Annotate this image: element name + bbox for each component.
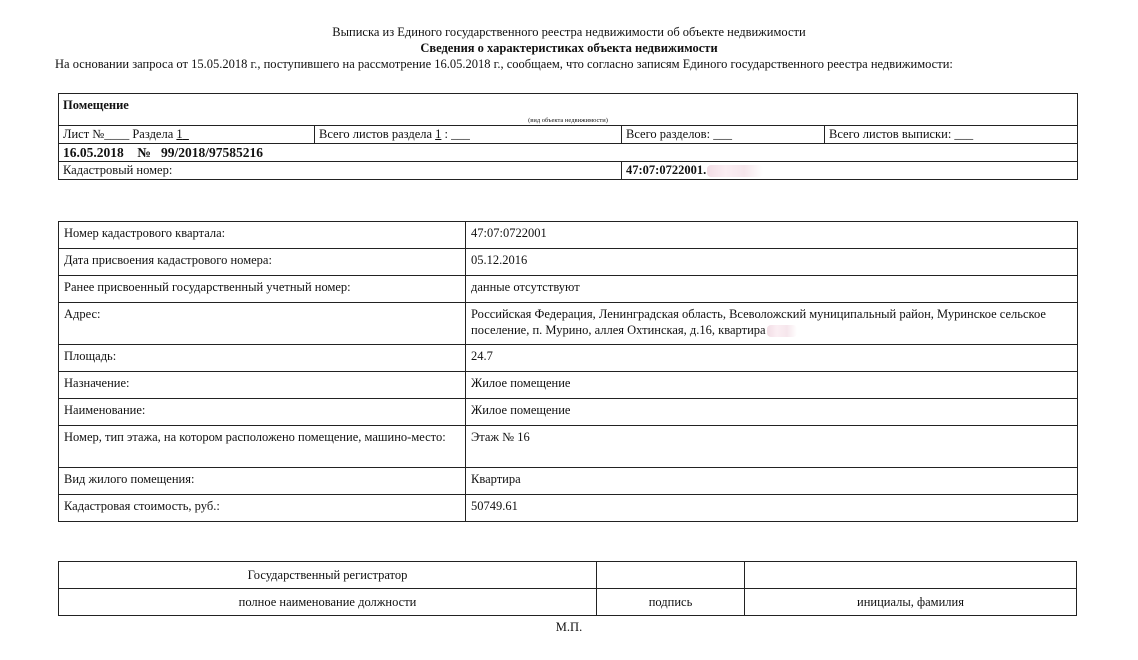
cadastral-number-value: 47:07:0722001. [626,163,707,177]
signature-blank [597,562,745,589]
extract-number: 99/2018/97585216 [160,145,263,160]
name-blank [745,562,1077,589]
row-value: Квартира [466,468,1078,495]
row-label: Номер, тип этажа, на котором расположено помещение, машино-место: [59,426,466,468]
table-row [59,426,1078,468]
table-row [59,222,1078,249]
sections-total-label: Всего разделов: [626,127,711,141]
table-row [59,345,1078,372]
extract-date-number [59,144,1078,162]
extract-date: 16.05.2018 [63,145,124,160]
row-value: 50749.61 [466,495,1078,522]
registrar-position: Государственный регистратор [59,562,597,589]
row-label: Номер кадастрового квартала: [59,222,466,249]
section-value: 1 [176,127,183,141]
table-row [59,399,1078,426]
row-label: Наименование: [59,399,466,426]
signature-caption: подпись [597,589,745,616]
document-title: Выписка из Единого государственного реестра недвижимости об объекте недвижимости [332,25,806,39]
table-row [59,249,1078,276]
characteristics-table [58,221,1078,522]
cadastral-number-value-cell [622,162,1078,180]
table-row [59,495,1078,522]
extract-sheets-label: Всего листов выписки: [829,127,952,141]
row-label: Адрес: [59,303,466,345]
row-label: Дата присвоения кадастрового номера: [59,249,466,276]
section-label: Раздела [132,127,174,141]
name-caption: инициалы, фамилия [745,589,1077,616]
cadastral-number-label: Кадастровый номер: [59,162,622,180]
sheet-number-cell: Лист №____ Раздела 1 [59,126,315,144]
redacted-mark [707,165,763,177]
row-value: Жилое помещение [466,399,1078,426]
section-sheets-label: Всего листов раздела [319,127,433,141]
position-caption: полное наименование должности [59,589,597,616]
row-label: Вид жилого помещения: [59,468,466,495]
signature-table [58,561,1077,616]
table-row [59,372,1078,399]
row-value: Российская Федерация, Ленинградская область, Всеволожский муниципальный район, Муринское сельское поселение, п. Мурино, аллея Охтинская, д.16, квартира [471,307,1046,337]
redacted-mark [767,325,797,337]
number-sign: № [137,145,151,160]
extract-sheets-cell: Всего листов выписки: ___ [825,126,1078,144]
row-value: данные отсутствуют [466,276,1078,303]
table-row [59,276,1078,303]
row-value-cell [466,303,1078,345]
row-label: Площадь: [59,345,466,372]
row-label: Кадастровая стоимость, руб.: [59,495,466,522]
document-subtitle: Сведения о характеристиках объекта недвижимости [420,41,718,55]
table-row [59,468,1078,495]
row-label: Назначение: [59,372,466,399]
table-row [59,303,1078,345]
row-value: 05.12.2016 [466,249,1078,276]
row-value: 47:07:0722001 [466,222,1078,249]
request-statement: На основании запроса от 15.05.2018 г., поступившего на рассмотрение 16.05.2018 г., сообщаем, что согласно записям Единого государственного реестра недвижимости: [55,57,953,71]
row-value: Этаж № 16 [466,426,1078,468]
row-label: Ранее присвоенный государственный учетный номер: [59,276,466,303]
object-header-table [58,93,1078,180]
row-value: 24.7 [466,345,1078,372]
sections-total-cell: Всего разделов: ___ [622,126,825,144]
object-type-caption: (вид объекта недвижимости) [59,116,1078,126]
section-sheets-value: 1 [435,127,442,141]
section-sheets-cell: Всего листов раздела 1 : ___ [315,126,622,144]
row-value: Жилое помещение [466,372,1078,399]
sheet-number-label: Лист № [63,127,105,141]
object-type: Помещение [59,94,1078,117]
stamp-place: М.П. [555,620,583,634]
